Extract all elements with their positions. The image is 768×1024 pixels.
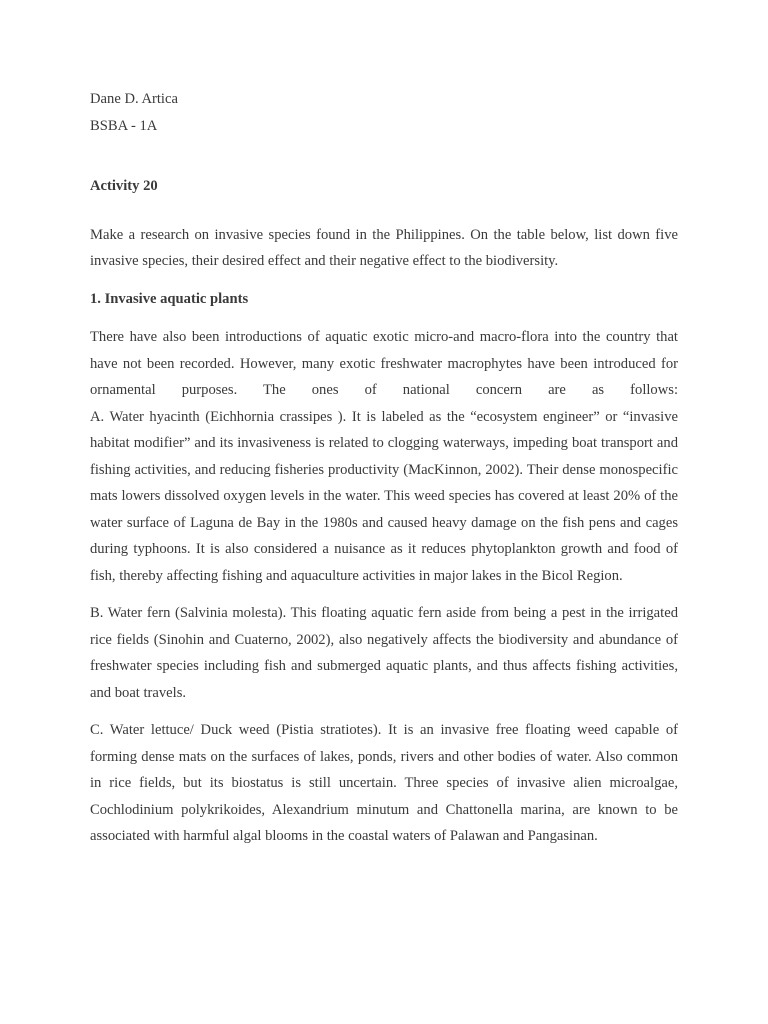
item-c-water-lettuce: C. Water lettuce/ Duck weed (Pistia stratiotes). It is an invasive free floating weed capable of forming dense mats on the surfaces of lakes, ponds, rivers and other bodies of water. Also common in rice fields, but its biostatus is still uncertain. Three species of invasive alien microalgae, Cochlodinium polykrikoides, Alexandrium minutum and Chattonella marina, are known to be associated with harmful algal blooms in the coastal waters of Palawan and Pangasinan. bbox=[90, 722, 678, 844]
author-name: Dane D. Artica bbox=[90, 91, 178, 107]
activity-title: Activity 20 bbox=[90, 178, 158, 194]
item-b-water-fern: B. Water fern (Salvinia molesta). This floating aquatic fern aside from being a pest in the irrigated rice fields (Sinohin and Cuaterno, 2002), also negatively affects the biodiversity and abundance of freshwater species including fish and submerged aquatic plants, and thus affects fishing activities, and boat travels. bbox=[90, 605, 678, 701]
activity-instructions: Make a research on invasive species found in the Philippines. On the table below, list down five invasive species, their desired effect and their negative effect to the biodiversity. bbox=[90, 226, 678, 269]
item-a-water-hyacinth: A. Water hyacinth (Eichhornia crassipes ). It is labeled as the “ecosystem engineer” or “invasive habitat modifier” and its invasiveness is related to clogging waterways, impeding boat transport and fishing activities, and reducing fisheries productivity (MacKinnon, 2002). Their dense monospecific mats lowers dissolved oxygen levels in the water. This weed species has covered at least 20% of the water surface of Laguna de Bay in the 1980s and caused heavy damage on the fish pens and cages during typhoons. It is also considered a nuisance as it reduces phytoplankton growth and food of fish, thereby affecting fishing and aquaculture activities in major lakes in the Bicol Region. bbox=[90, 408, 678, 584]
course-label: BSBA - 1A bbox=[90, 117, 158, 134]
section-title: 1. Invasive aquatic plants bbox=[90, 290, 249, 307]
section-paragraph-intro-and-a bbox=[90, 324, 678, 589]
document-page bbox=[90, 86, 678, 861]
document-header bbox=[90, 86, 678, 139]
section-intro-text: There have also been introductions of aquatic exotic micro-and macro-flora into the country that have not been recorded. However, many exotic freshwater macrophytes have been introduced for ornamental purposes. The ones of national concern are as follows: bbox=[90, 329, 678, 398]
